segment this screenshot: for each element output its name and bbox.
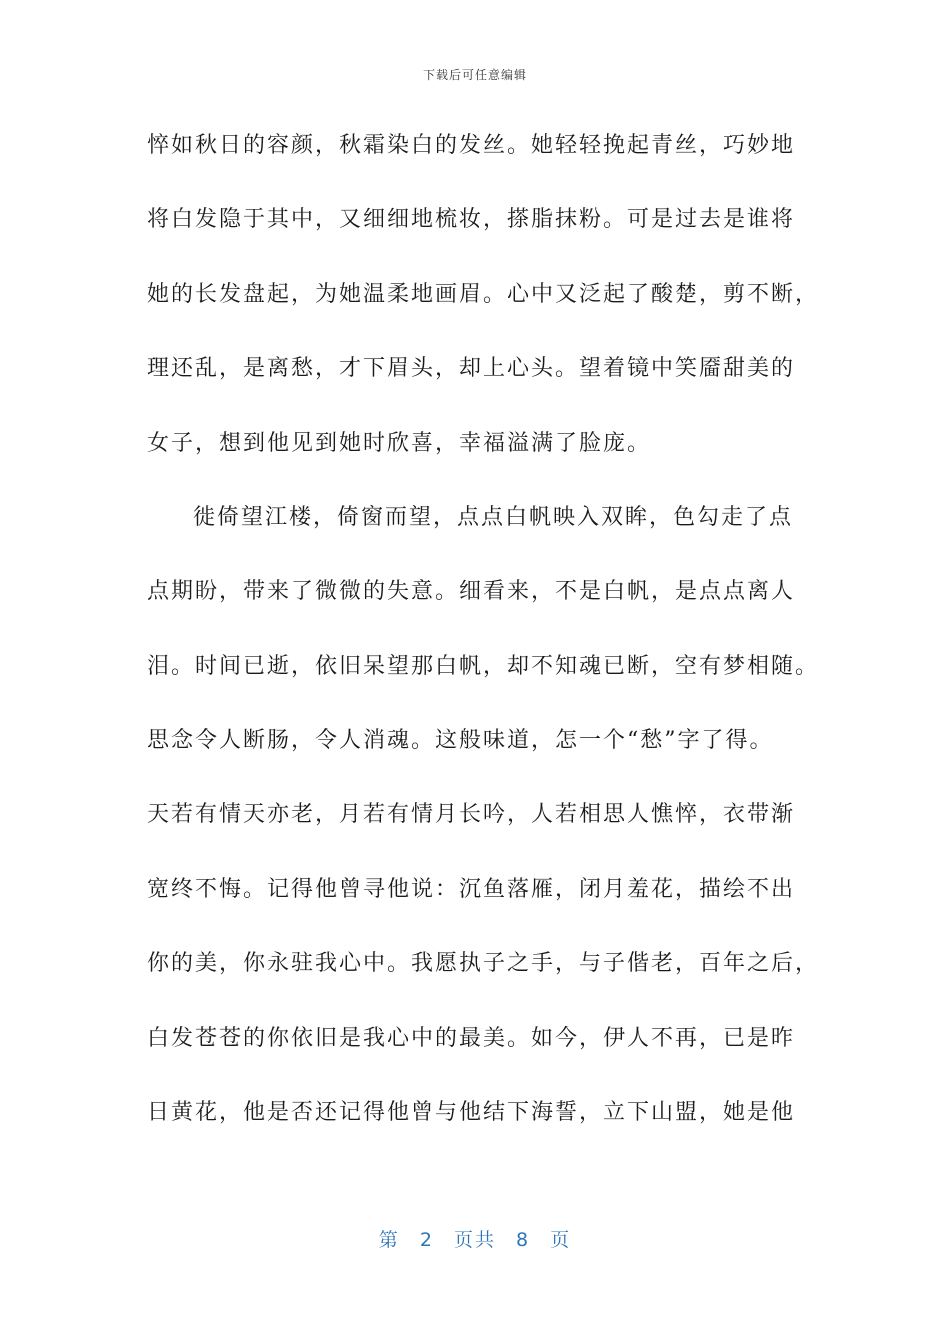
text-line: 白发苍苍的你依旧是我心中的最美。如今，伊人不再，已是昨 — [147, 1025, 796, 1051]
text-line: 思念令人断肠，令人消魂。这般味道，怎一个“愁”字了得。 — [147, 728, 774, 753]
text-line: 宽终不悔。记得他曾寻他说：沉鱼落雁，闭月羞花，描绘不出 — [147, 876, 796, 902]
footer-current-page: 2 — [419, 1229, 434, 1251]
text-line: 理还乱，是离愁，才下眉头，却上心头。望着镜中笑靥甜美的 — [147, 356, 796, 382]
text-line: 天若有情天亦老，月若有情月长吟，人若相思人憔悴，衣带渐 — [147, 802, 796, 828]
page-footer — [0, 1225, 950, 1252]
text-line: 她的长发盘起，为她温柔地画眉。心中又泛起了酸楚，剪不断， — [147, 281, 820, 307]
text-line: 点期盼，带来了微微的失意。细看来，不是白帆，是点点离人 — [147, 579, 796, 605]
footer-suffix: 页 — [550, 1229, 572, 1251]
body-text — [147, 127, 820, 1168]
footer-total-pages: 8 — [516, 1229, 531, 1251]
text-line: 你的美，你永驻我心中。我愿执子之手，与子偕老，百年之后， — [147, 951, 820, 977]
footer-prefix: 第 — [378, 1229, 400, 1251]
footer-middle: 页共 — [453, 1229, 496, 1251]
text-line: 日黄花，他是否还记得他曾与他结下海誓，立下山盟，她是他 — [147, 1099, 796, 1125]
paragraph-start-line: 徙倚望江楼，倚窗而望，点点白帆映入双眸，色勾走了点 — [193, 504, 794, 530]
text-line: 女子，想到他见到她时欣喜，幸福溢满了脸庞。 — [147, 430, 652, 456]
header-note: 下载后可任意编辑 — [422, 68, 527, 82]
text-line: 泪。时间已逝，依旧呆望那白帆，却不知魂已断，空有梦相随。 — [147, 653, 820, 679]
text-line: 将白发隐于其中，又细细地梳妆，搽脂抹粉。可是过去是谁将 — [147, 207, 796, 233]
text-line: 悴如秋日的容颜，秋霜染白的发丝。她轻轻挽起青丝，巧妙地 — [147, 133, 796, 158]
